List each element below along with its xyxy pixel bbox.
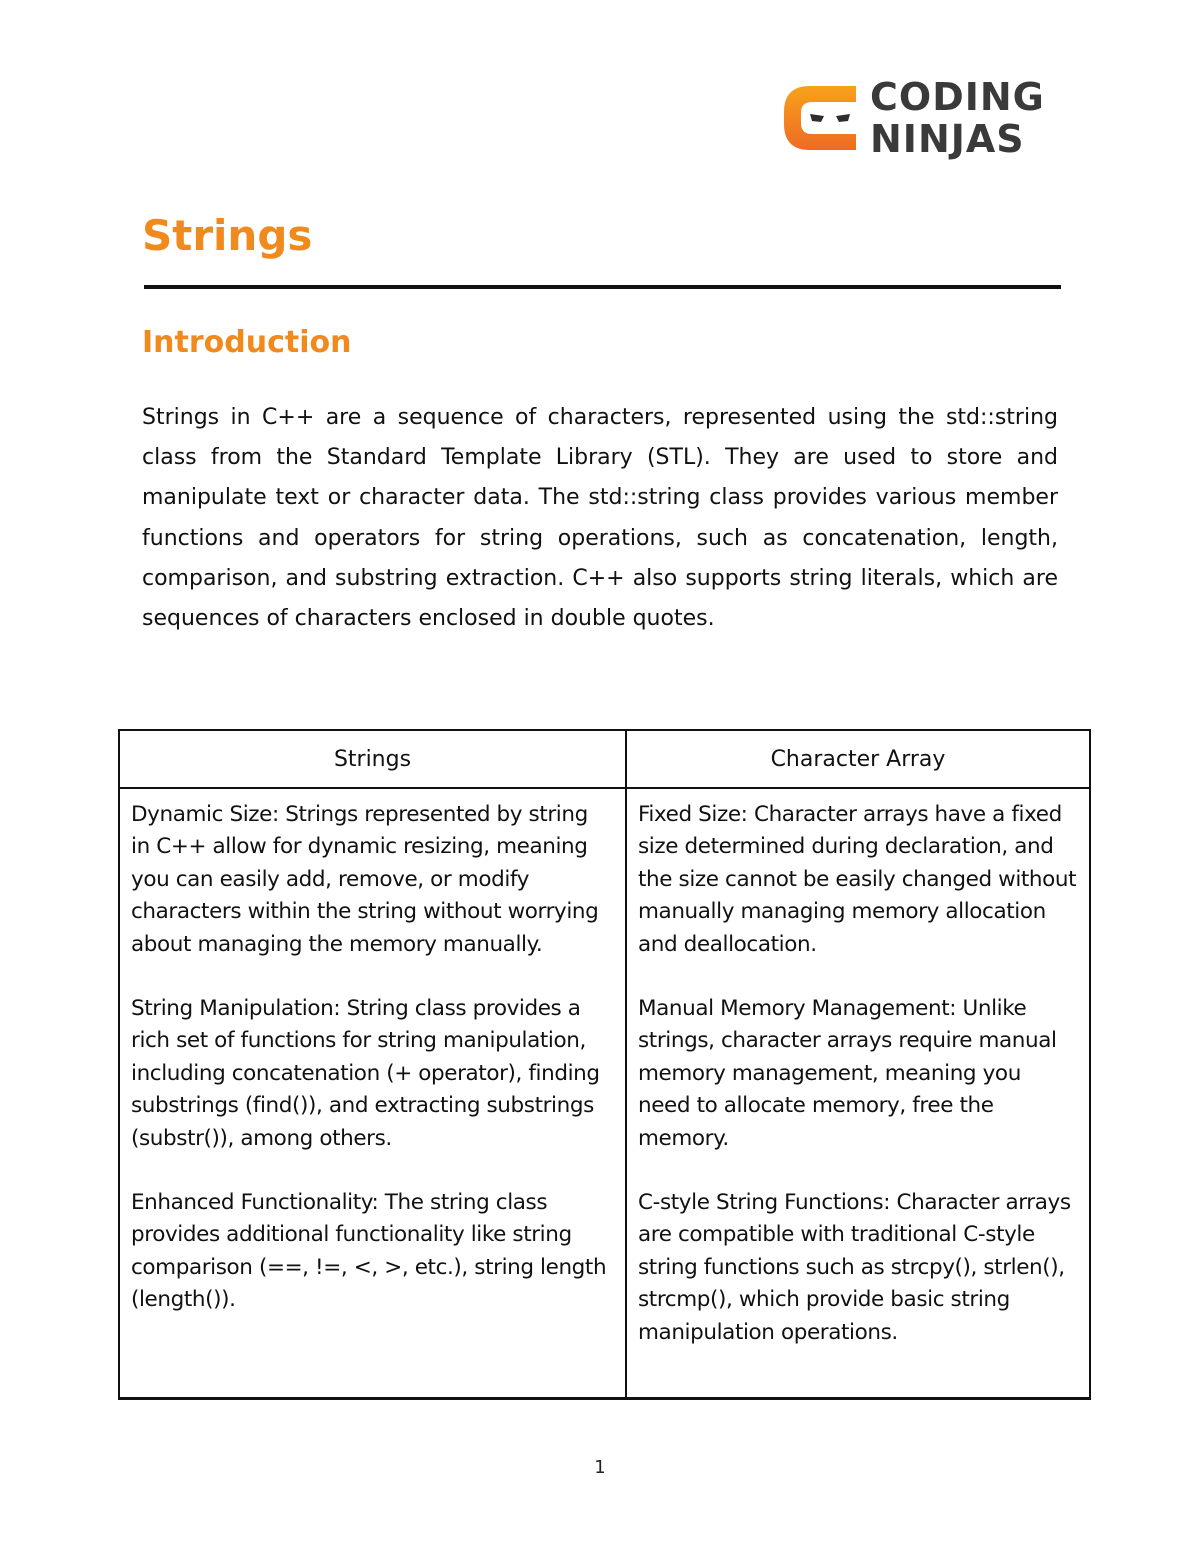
brand-wordmark-line2: NINJAS: [870, 117, 1025, 161]
strings-point-enhanced-functionality: Enhanced Functionality: The string class provides additional functionality like string comparison (==, !=, <, >, etc.), string length (length()).: [131, 1190, 607, 1313]
char-array-point-fixed-size: Fixed Size: Character arrays have a fixed size determined during declaration, and the size cannot be easily changed without manually managing memory allocation and deallocation.: [638, 802, 1077, 957]
page-title: Strings: [142, 211, 313, 260]
brand-wordmark-line1: CODING: [870, 75, 1045, 119]
table-header-row: [119, 730, 1090, 788]
intro-paragraph: Strings in C++ are a sequence of characters, represented using the std::string class from the Standard Template Library (STL). They are used to store and manipulate text or character data. The std::string class provides various member functions and operators for string operations, such as concatenation, length, comparison, and substring extraction. C++ also supports string literals, which are sequences of characters enclosed in double quotes.: [142, 405, 1058, 632]
coding-ninjas-logo-icon: [780, 78, 858, 158]
section-heading-introduction: Introduction: [142, 325, 352, 360]
brand-wordmark: [870, 76, 1045, 160]
title-divider: [144, 285, 1061, 289]
strings-point-manipulation: String Manipulation: String class provides a rich set of functions for string manipulation, including concatenation (+ operator), finding substrings (find()), and extracting substrings (substr()), among others.: [131, 996, 600, 1151]
brand-logo: [780, 76, 1060, 164]
char-array-point-c-style-functions: C-style String Functions: Character arrays are compatible with traditional C-style string functions such as strcpy(), strlen(), strcmp(), which provide basic string manipulation operations.: [638, 1190, 1071, 1345]
comparison-table: [118, 729, 1091, 1400]
char-array-point-manual-memory: Manual Memory Management: Unlike strings, character arrays require manual memory management, meaning you need to allocate memory, free the memory.: [638, 996, 1057, 1151]
table-row: [119, 788, 1090, 1399]
char-array-cell: [626, 788, 1090, 1399]
table-header-strings: Strings: [119, 730, 626, 788]
page-number: 1: [594, 1457, 606, 1478]
strings-cell: [119, 788, 626, 1399]
table-header-character-array: Character Array: [626, 730, 1090, 788]
strings-point-dynamic-size: Dynamic Size: Strings represented by string in C++ allow for dynamic resizing, meaning you can easily add, remove, or modify characters within the string without worrying about managing the memory manually.: [131, 802, 599, 957]
